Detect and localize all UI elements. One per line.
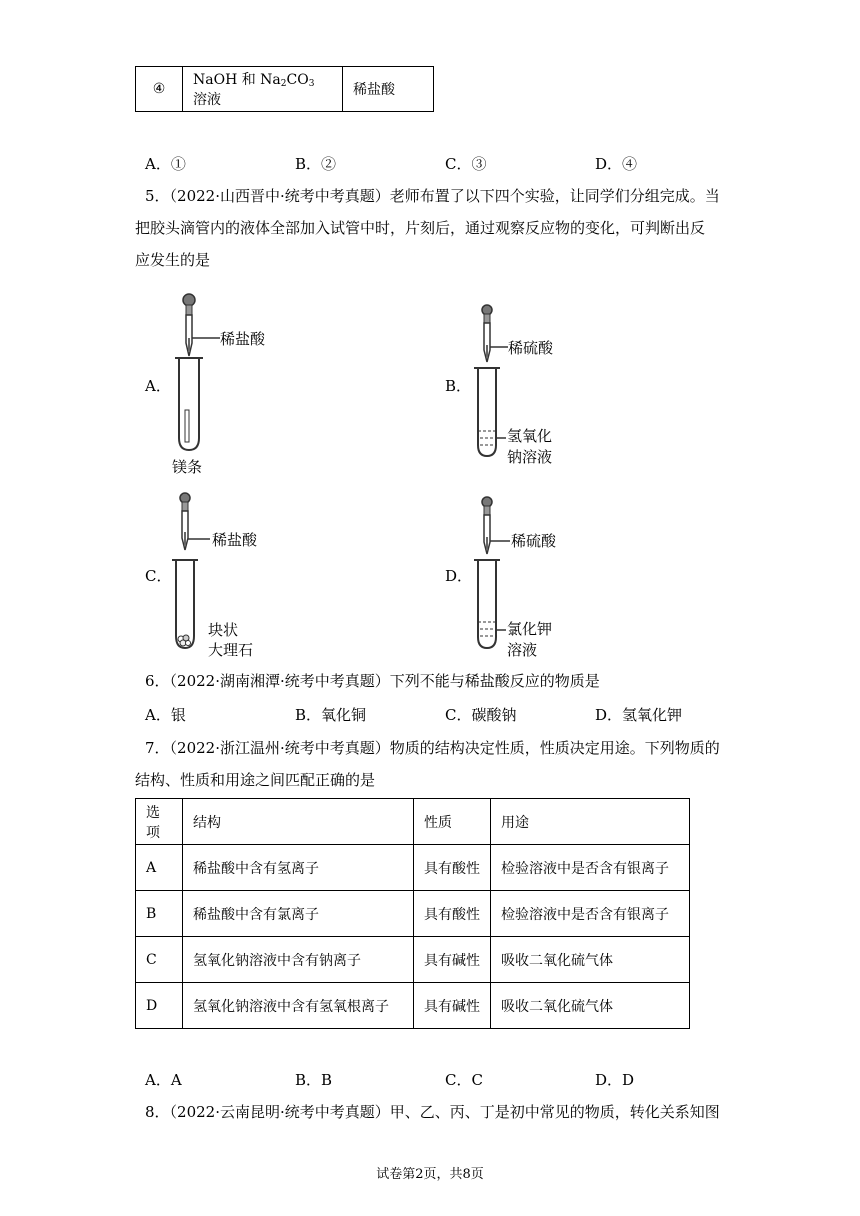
table-header-row <box>136 799 690 845</box>
table-row: B 稀盐酸中含有氯离子 具有酸性 检验溶液中是否含有银离子 <box>136 891 690 937</box>
q4-options <box>145 153 745 179</box>
diagram-d-letter[interactable]: D． <box>445 567 473 585</box>
option-c[interactable]: C．C <box>445 1071 483 1089</box>
table-row <box>136 67 434 112</box>
q4-table <box>135 66 434 112</box>
option-b[interactable]: B．B <box>295 1071 333 1089</box>
diagram-c-tube-label-2: 大理石 <box>208 641 254 659</box>
q5-stem: 5．（2022·山西晋中·统考中考真题）老师布置了以下四个实验，让同学们分组完成。当 把胶头滴管内的液体全部加入试管中时，片刻后，通过观察反应物的变化，可判断出反 应发生的是 <box>135 187 720 269</box>
diagram-d-tube-label-2: 溶液 <box>507 641 538 659</box>
row-number: ④ <box>136 67 183 112</box>
option-c[interactable]: C．碳酸钠 <box>445 706 517 724</box>
table-row: D 氢氧化钠溶液中含有氢氧根离子 具有碱性 吸收二氧化硫气体 <box>136 983 690 1029</box>
header-use: 用途 <box>491 799 690 845</box>
diagram-b-dropper-label: 稀硫酸 <box>508 339 554 357</box>
diagram-a-test-tube-icon <box>165 288 225 468</box>
option-a[interactable]: A．银 <box>145 706 186 724</box>
diagram-a-dropper-label: 稀盐酸 <box>220 330 266 348</box>
header-option: 选项 <box>136 799 183 845</box>
q6-stem: 6．（2022·湖南湘潭·统考中考真题）下列不能与稀盐酸反应的物质是 <box>145 672 600 690</box>
header-property: 性质 <box>414 799 491 845</box>
table-row: C 氢氧化钠溶液中含有钠离子 具有碱性 吸收二氧化硫气体 <box>136 937 690 983</box>
option-c[interactable]: C．③ <box>445 155 487 173</box>
q7-table <box>135 798 690 1029</box>
q7-stem: 7．（2022·浙江温州·统考中考真题）物质的结构决定性质，性质决定用途。下列物质的 结构、性质和用途之间匹配正确的是 <box>135 739 720 789</box>
q7-options <box>145 1069 745 1095</box>
option-b[interactable]: B．② <box>295 155 337 173</box>
diagram-b-letter[interactable]: B． <box>445 377 472 395</box>
table-row: A 稀盐酸中含有氢离子 具有酸性 检验溶液中是否含有银离子 <box>136 845 690 891</box>
option-a[interactable]: A．① <box>145 155 186 173</box>
diagram-b-tube-label-1: 氢氧化 <box>507 427 553 445</box>
diagram-b-tube-label-2: 钠溶液 <box>507 448 553 466</box>
diagram-d-dropper-label: 稀硫酸 <box>511 532 557 550</box>
header-structure: 结构 <box>183 799 414 845</box>
page-footer: 试卷第2页，共8页 <box>376 1167 484 1182</box>
diagram-c-letter[interactable]: C． <box>145 567 172 585</box>
diagram-c-tube-label-1: 块状 <box>208 621 239 639</box>
diagram-a-tube-label: 镁条 <box>172 458 203 476</box>
reagent-cell: NaOH 和 $Na_2CO_3$ 溶液 <box>183 67 343 112</box>
option-d[interactable]: D．④ <box>595 155 638 173</box>
q6-options <box>145 704 745 730</box>
option-b[interactable]: B．氧化铜 <box>295 706 367 724</box>
diagram-a-letter[interactable]: A． <box>145 377 171 395</box>
q8-stem: 8．（2022·云南昆明·统考中考真题）甲、乙、丙、丁是初中常见的物质，转化关系知图 <box>145 1103 720 1121</box>
diagram-c-dropper-label: 稀盐酸 <box>212 531 258 549</box>
option-d[interactable]: D．D <box>595 1071 635 1089</box>
option-a[interactable]: A．A <box>145 1071 182 1089</box>
acid-cell: 稀盐酸 <box>343 67 434 112</box>
diagram-d-tube-label-1: 氯化钾 <box>507 620 553 638</box>
option-d[interactable]: D．氢氧化钾 <box>595 706 683 724</box>
